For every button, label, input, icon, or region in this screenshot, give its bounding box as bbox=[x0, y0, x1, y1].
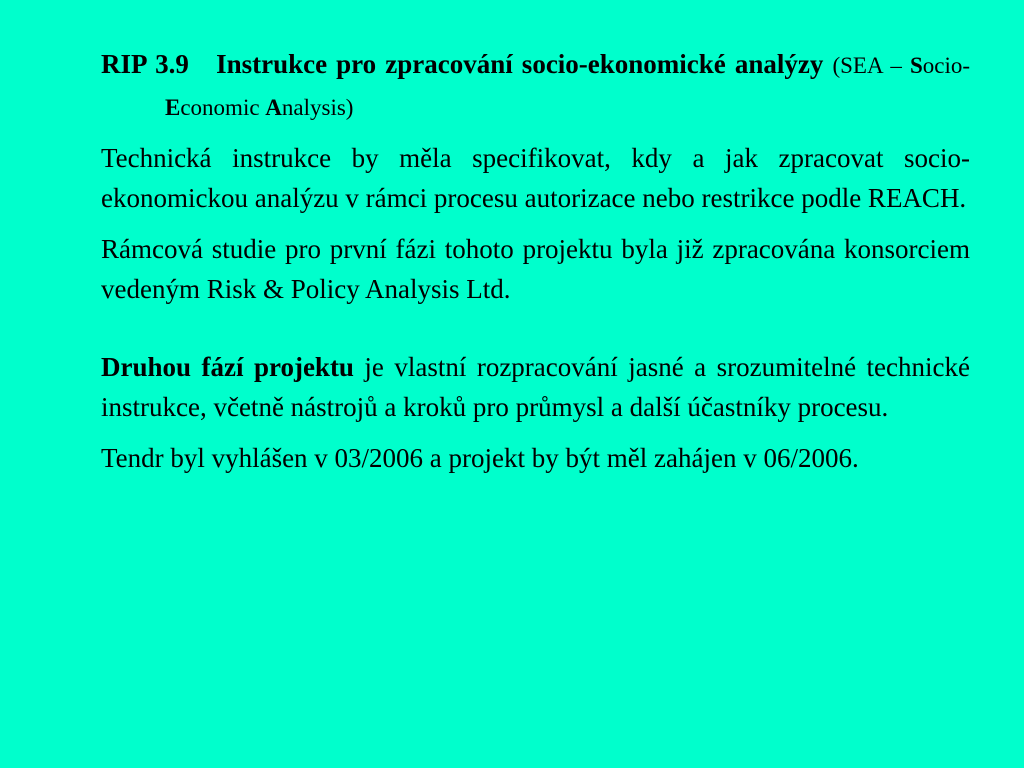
paragraph-framework-study: Rámcová studie pro první fázi tohoto projektu byla již zpracována konsorciem vedeným Risk & Policy Analysis Ltd. bbox=[101, 234, 970, 304]
abbr-a-rest: nalysis) bbox=[281, 95, 354, 120]
abbr-open: (SEA – bbox=[832, 53, 910, 78]
abbr-s-rest: ocio- bbox=[922, 53, 971, 78]
section-heading bbox=[101, 44, 970, 128]
second-phase-bold: Druhou fází projektu bbox=[101, 352, 354, 382]
heading-number: RIP 3.9 bbox=[101, 49, 189, 79]
abbr-a: A bbox=[265, 95, 282, 120]
paragraph-second-phase bbox=[101, 347, 970, 427]
paragraph-tender: Tendr byl vyhlášen v 03/2006 a projekt by být měl zahájen v 06/2006. bbox=[101, 443, 859, 473]
slide-content bbox=[101, 44, 970, 489]
abbr-s: S bbox=[909, 53, 923, 78]
heading-title-line1: Instrukce pro zpracování socio-ekonomické bbox=[216, 49, 726, 79]
second-phase-rest: je vlastní rozpracování jasné a srozumitelné technické instrukce, včetně nástrojů a kroků pro průmysl a další účastníky procesu. bbox=[101, 352, 970, 422]
heading-title-line2: analýzy bbox=[734, 49, 824, 79]
abbr-e-rest: conomic bbox=[180, 95, 266, 120]
abbr-e: E bbox=[165, 95, 181, 120]
paragraph-technical-instruction: Technická instrukce by měla specifikovat, kdy a jak zpracovat socio-ekonomickou analýzu v rámci procesu autorizace nebo restrikce podle REACH. bbox=[101, 143, 970, 213]
